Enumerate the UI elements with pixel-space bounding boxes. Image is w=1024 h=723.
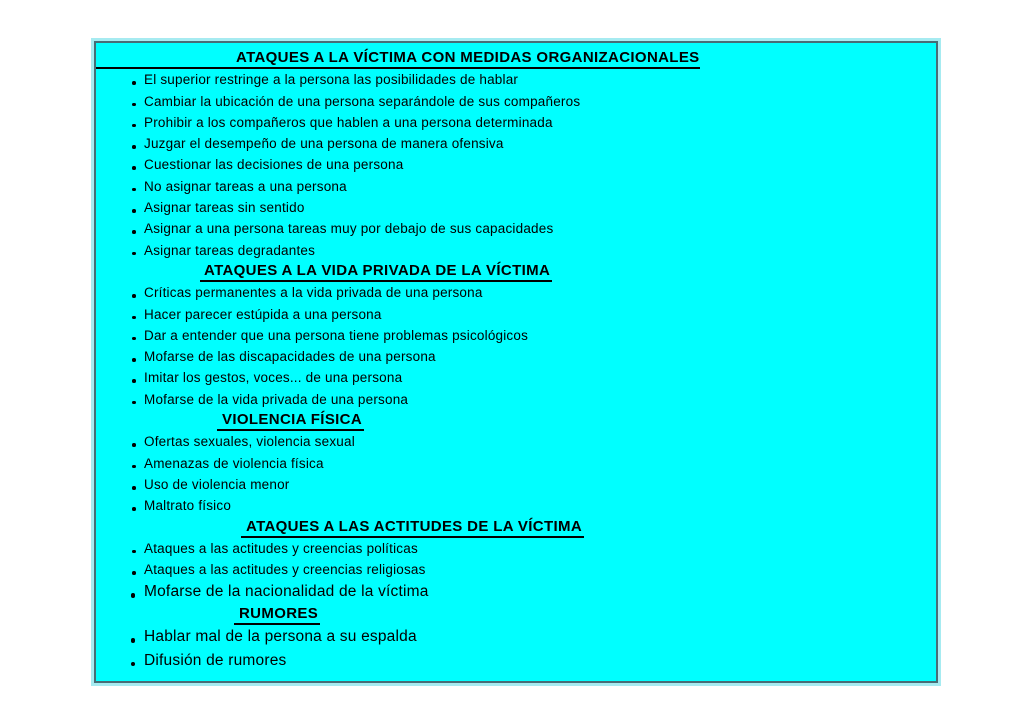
bullet-icon	[132, 550, 136, 554]
list-item-text: Amenazas de violencia física	[144, 455, 324, 471]
list-item	[96, 282, 930, 303]
list-item-text: Asignar tareas sin sentido	[144, 200, 305, 216]
section-title-medidas-organizacionales: ATAQUES A LA VÍCTIMA CON MEDIDAS ORGANIZACIONALES	[96, 48, 700, 69]
bullet-icon	[132, 81, 136, 85]
bullet-icon	[132, 252, 136, 256]
mobbing-list-board	[94, 41, 938, 683]
list-item	[96, 538, 930, 559]
bullet-icon	[132, 337, 136, 341]
section-title-rumores: RUMORES	[234, 604, 320, 625]
list-item	[96, 112, 930, 133]
list-item	[96, 197, 930, 218]
list-item	[96, 133, 930, 154]
list-item-text: No asignar tareas a una persona	[144, 178, 347, 194]
list-item-text: Juzgar el desempeño de una persona de manera ofensiva	[144, 136, 504, 152]
list-item	[96, 304, 930, 325]
list-item-text: Asignar tareas degradantes	[144, 242, 316, 258]
list-item	[96, 325, 930, 346]
bullet-icon	[131, 662, 135, 666]
list-item-text: Mofarse de la vida privada de una persona	[144, 391, 409, 407]
list-item	[96, 389, 930, 410]
list-item	[96, 431, 930, 452]
bullet-icon	[132, 358, 136, 362]
list-item-text: Mofarse de las discapacidades de una persona	[144, 349, 436, 365]
bullet-icon	[132, 103, 136, 107]
list-item	[96, 176, 930, 197]
list-item-text: Asignar a una persona tareas muy por debajo de sus capacidades	[144, 221, 554, 237]
bullet-icon	[132, 294, 136, 298]
list-item	[96, 218, 930, 239]
list-item	[96, 367, 930, 388]
list-item	[96, 69, 930, 90]
list-item	[96, 346, 930, 367]
bullet-icon	[132, 230, 136, 234]
bullet-icon	[132, 209, 136, 213]
list-item-text: Uso de violencia menor	[144, 476, 290, 492]
bullet-icon	[132, 166, 136, 170]
list-item	[96, 559, 930, 580]
bullet-icon	[132, 316, 136, 320]
list-item-text: El superior restringe a la persona las posibilidades de hablar	[144, 72, 519, 88]
list-item	[96, 625, 930, 649]
bullet-icon	[131, 638, 135, 642]
list-item-text: Ataques a las actitudes y creencias políticas	[144, 540, 418, 556]
bullet-icon	[132, 401, 136, 405]
list-item-text: Ofertas sexuales, violencia sexual	[144, 434, 355, 450]
list-item-text: Prohibir a los compañeros que hablen a una persona determinada	[144, 114, 553, 130]
section-title-vida-privada: ATAQUES A LA VIDA PRIVADA DE LA VÍCTIMA	[200, 261, 552, 282]
bullet-icon	[132, 571, 136, 575]
list-item-text: Ataques a las actitudes y creencias religiosas	[144, 562, 426, 578]
list-item-text: Imitar los gestos, voces... de una persona	[144, 370, 403, 386]
bullet-icon	[132, 465, 136, 469]
list-item	[96, 495, 930, 516]
section-title-actitudes: ATAQUES A LAS ACTITUDES DE LA VÍCTIMA	[241, 517, 584, 538]
list-item	[96, 649, 930, 673]
list-item	[96, 240, 930, 261]
list-item-text: Maltrato físico	[144, 498, 232, 514]
bullet-icon	[132, 145, 136, 149]
bullet-icon	[132, 486, 136, 490]
list-item-text: Cambiar la ubicación de una persona separándole de sus compañeros	[144, 93, 581, 109]
list-item-text: Hacer parecer estúpida a una persona	[144, 306, 382, 322]
bullet-icon	[132, 507, 136, 511]
bullet-icon	[132, 124, 136, 128]
list-item-text: Mofarse de la nacionalidad de la víctima	[144, 583, 429, 601]
bullet-icon	[132, 188, 136, 192]
list-item-text: Dar a entender que una persona tiene problemas psicológicos	[144, 327, 529, 343]
bullet-icon	[132, 379, 136, 383]
list-item	[96, 474, 930, 495]
list-item	[96, 154, 930, 175]
bullet-icon	[132, 443, 136, 447]
list-item-text: Críticas permanentes a la vida privada de una persona	[144, 285, 483, 301]
list-item-text: Hablar mal de la persona a su espalda	[144, 628, 417, 646]
list-item-text: Cuestionar las decisiones de una persona	[144, 157, 404, 173]
bullet-icon	[131, 593, 135, 597]
list-item	[96, 91, 930, 112]
list-item-text: Difusión de rumores	[144, 651, 287, 669]
list-item	[96, 580, 930, 604]
list-item	[96, 453, 930, 474]
section-title-violencia-fisica: VIOLENCIA FÍSICA	[217, 410, 364, 431]
